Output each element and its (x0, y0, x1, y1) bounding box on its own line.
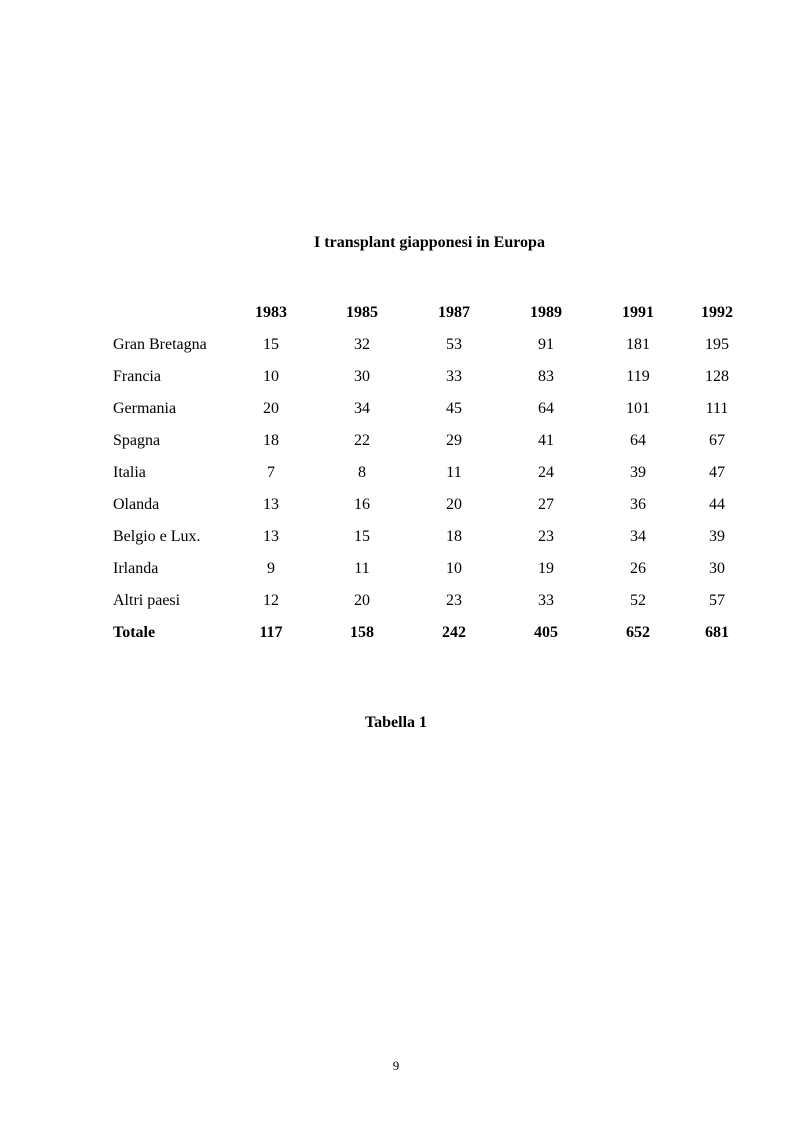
value-cell: 57 (709, 592, 725, 609)
table-row (113, 553, 750, 585)
value-cell: 30 (709, 560, 725, 577)
value-cell: 67 (709, 432, 725, 449)
value-cell: 12 (263, 592, 279, 609)
table-caption: Tabella 1 (364, 714, 428, 731)
value-cell: 20 (446, 496, 462, 513)
value-cell: 101 (626, 400, 650, 417)
value-cell: 41 (538, 432, 554, 449)
table-row (113, 361, 750, 393)
value-cell: 32 (354, 336, 370, 353)
value-cell: 83 (538, 368, 554, 385)
value-cell: 11 (446, 464, 462, 481)
value-cell: 47 (709, 464, 725, 481)
value-cell: 30 (354, 368, 370, 385)
value-cell: 9 (267, 560, 275, 577)
value-cell: 53 (446, 336, 462, 353)
table-row (113, 585, 750, 617)
value-cell: 18 (446, 528, 462, 545)
table-title: I transplant giapponesi in Europa (314, 234, 545, 251)
value-cell: 52 (630, 592, 646, 609)
row-label-cell: Germania (113, 400, 177, 417)
value-cell: 33 (446, 368, 462, 385)
value-cell: 64 (630, 432, 646, 449)
value-cell: 242 (442, 624, 466, 641)
value-cell: 117 (259, 624, 283, 641)
value-cell: 39 (709, 528, 725, 545)
value-cell: 91 (538, 336, 554, 353)
table-row (113, 393, 750, 425)
value-cell: 13 (263, 528, 279, 545)
value-cell: 26 (630, 560, 646, 577)
value-cell: 64 (538, 400, 554, 417)
table-header-row (113, 297, 750, 329)
value-cell: 33 (538, 592, 554, 609)
value-cell: 18 (263, 432, 279, 449)
value-cell: 111 (705, 400, 729, 417)
value-cell: 652 (626, 624, 650, 641)
value-cell: 34 (354, 400, 370, 417)
header-cell-1987: 1987 (438, 304, 470, 321)
value-cell: 119 (626, 368, 650, 385)
value-cell: 34 (630, 528, 646, 545)
value-cell: 10 (263, 368, 279, 385)
value-cell: 13 (263, 496, 279, 513)
value-cell: 36 (630, 496, 646, 513)
header-cell-1983: 1983 (255, 304, 287, 321)
row-label-cell: Francia (113, 368, 161, 385)
header-cell-1985: 1985 (346, 304, 378, 321)
value-cell: 45 (446, 400, 462, 417)
row-label-cell: Totale (113, 624, 156, 641)
table-row (113, 521, 750, 553)
value-cell: 16 (354, 496, 370, 513)
value-cell: 128 (705, 368, 729, 385)
row-label-cell: Altri paesi (113, 592, 181, 609)
value-cell: 181 (626, 336, 650, 353)
header-cell-1989: 1989 (530, 304, 562, 321)
value-cell: 20 (354, 592, 370, 609)
header-cell-1992: 1992 (701, 304, 733, 321)
value-cell: 23 (446, 592, 462, 609)
value-cell: 29 (446, 432, 462, 449)
table-row (113, 329, 750, 361)
value-cell: 24 (538, 464, 554, 481)
header-cell-empty (113, 297, 226, 329)
value-cell: 39 (630, 464, 646, 481)
header-cell-1991: 1991 (622, 304, 654, 321)
value-cell: 11 (354, 560, 370, 577)
value-cell: 23 (538, 528, 554, 545)
value-cell: 681 (705, 624, 729, 641)
value-cell: 15 (263, 336, 279, 353)
transplant-table (113, 297, 750, 649)
row-label-cell: Irlanda (113, 560, 159, 577)
row-label-cell: Belgio e Lux. (113, 528, 201, 545)
value-cell: 405 (534, 624, 558, 641)
table-row (113, 425, 750, 457)
page-number: 9 (392, 1058, 400, 1073)
table-row (113, 617, 750, 649)
value-cell: 7 (267, 464, 275, 481)
value-cell: 27 (538, 496, 554, 513)
value-cell: 44 (709, 496, 725, 513)
value-cell: 19 (538, 560, 554, 577)
row-label-cell: Italia (113, 464, 146, 481)
value-cell: 10 (446, 560, 462, 577)
value-cell: 22 (354, 432, 370, 449)
row-label-cell: Gran Bretagna (113, 336, 207, 353)
table-row (113, 489, 750, 521)
value-cell: 20 (263, 400, 279, 417)
value-cell: 158 (350, 624, 374, 641)
table-row (113, 457, 750, 489)
value-cell: 8 (358, 464, 366, 481)
row-label-cell: Spagna (113, 432, 161, 449)
row-label-cell: Olanda (113, 496, 160, 513)
value-cell: 195 (705, 336, 729, 353)
value-cell: 15 (354, 528, 370, 545)
